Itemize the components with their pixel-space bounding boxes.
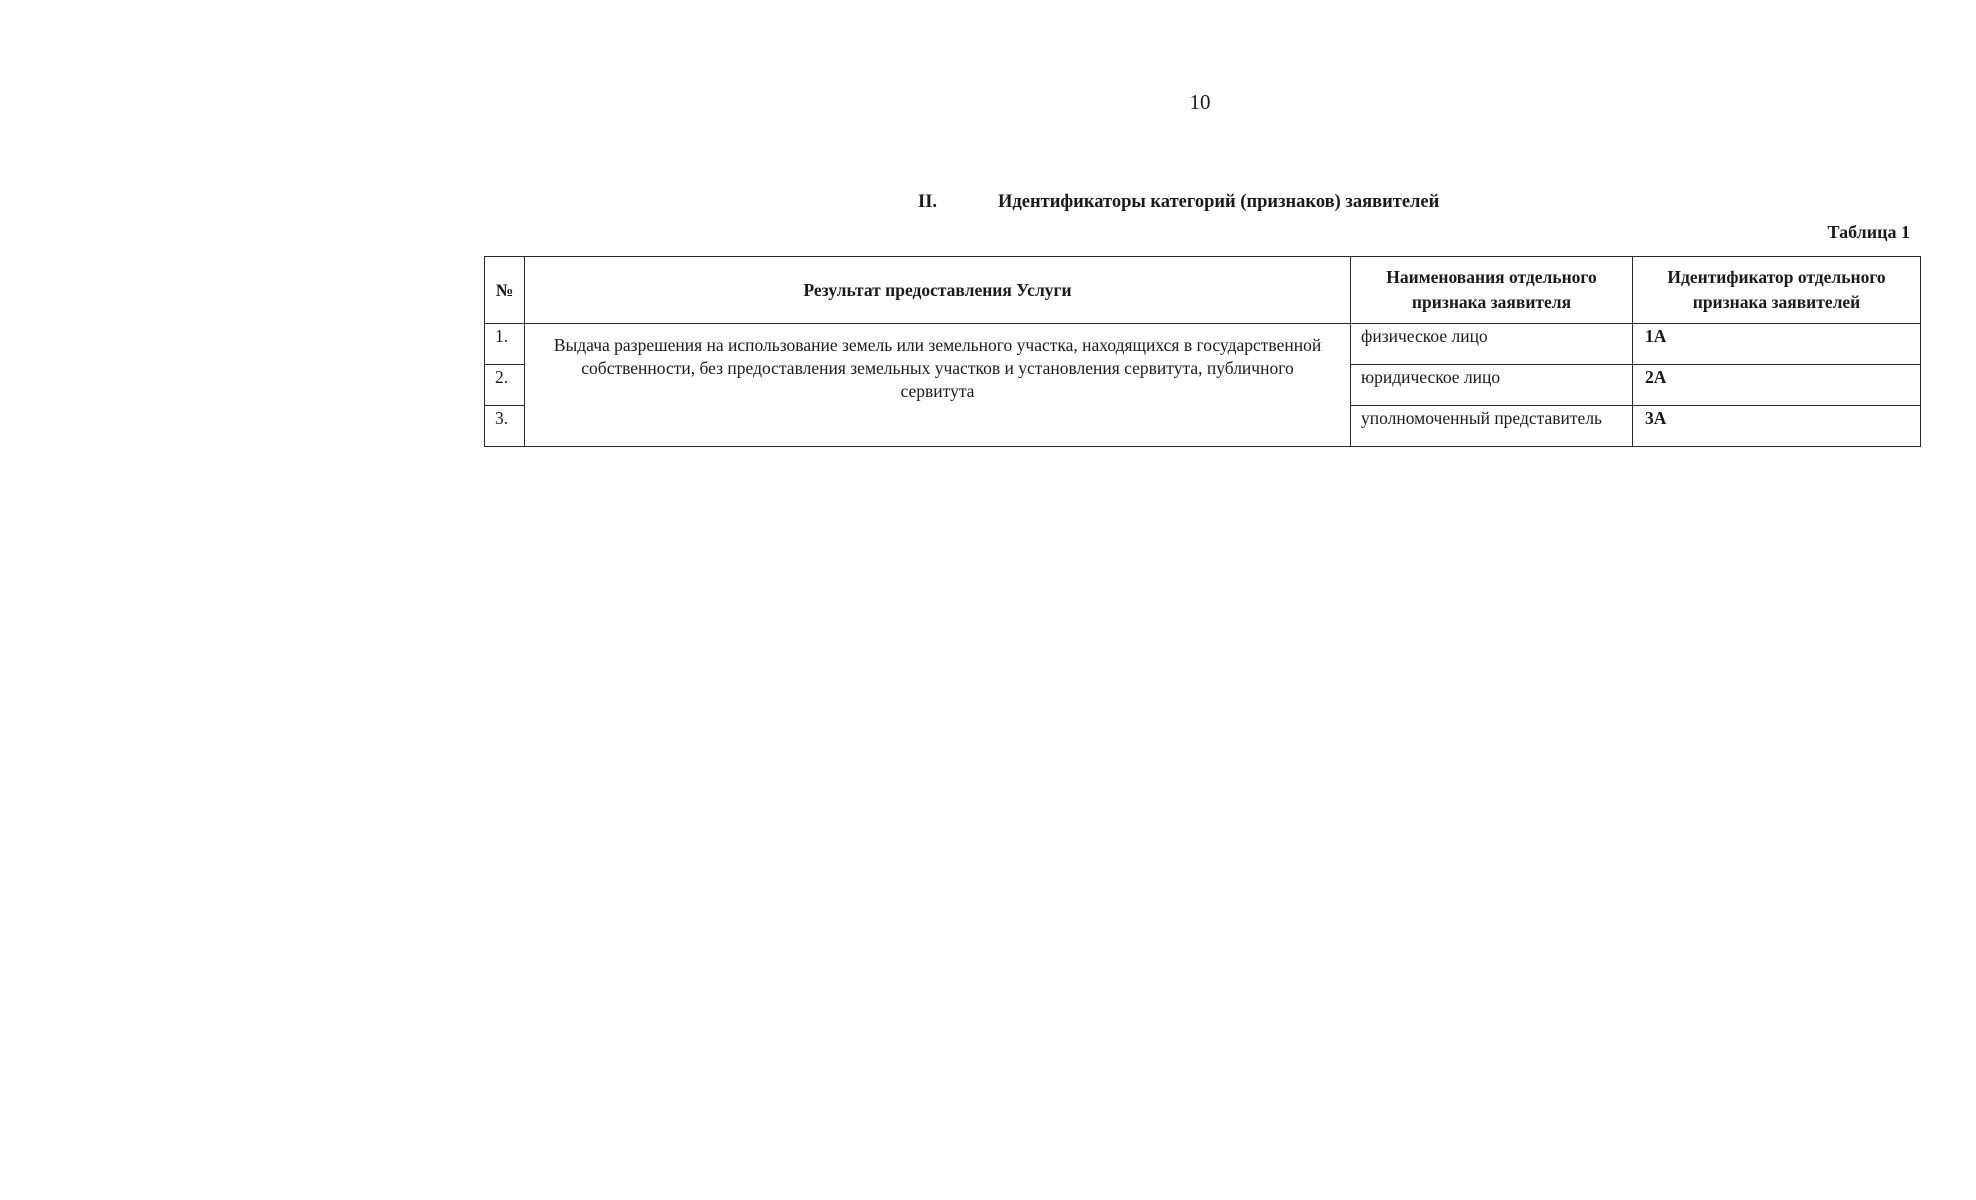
- table-header-row: [485, 257, 1921, 324]
- applicant-feature-name: юридическое лицо: [1351, 365, 1633, 406]
- applicant-feature-name: физическое лицо: [1351, 324, 1633, 365]
- applicant-feature-identifier: 3А: [1633, 406, 1921, 447]
- result-cell: Выдача разрешения на использование земель или земельного участка, находящихся в государственной собственности, без предоставления земельных участков и установления сервитута, публичного сервитута: [525, 324, 1351, 447]
- row-number: 3.: [485, 406, 525, 447]
- row-number: 2.: [485, 365, 525, 406]
- section-number: II.: [918, 192, 938, 212]
- table-caption: Таблица 1: [1827, 222, 1910, 242]
- row-number: 1.: [485, 324, 525, 365]
- header-result: Результат предоставления Услуги: [525, 257, 1351, 324]
- applicant-feature-name: уполномоченный представитель: [1351, 406, 1633, 447]
- section-title: Идентификаторы категорий (признаков) заявителей: [998, 192, 1440, 212]
- applicant-categories-table: [484, 256, 1921, 447]
- section-heading: [918, 192, 1439, 213]
- header-identifier: Идентификатор отдельного признака заявителей: [1633, 257, 1921, 324]
- applicant-feature-identifier: 1А: [1633, 324, 1921, 365]
- header-no: №: [485, 257, 525, 324]
- header-name: Наименования отдельного признака заявителя: [1351, 257, 1633, 324]
- table-row: [485, 324, 1921, 365]
- applicant-feature-identifier: 2А: [1633, 365, 1921, 406]
- page-number: 10: [1189, 90, 1211, 114]
